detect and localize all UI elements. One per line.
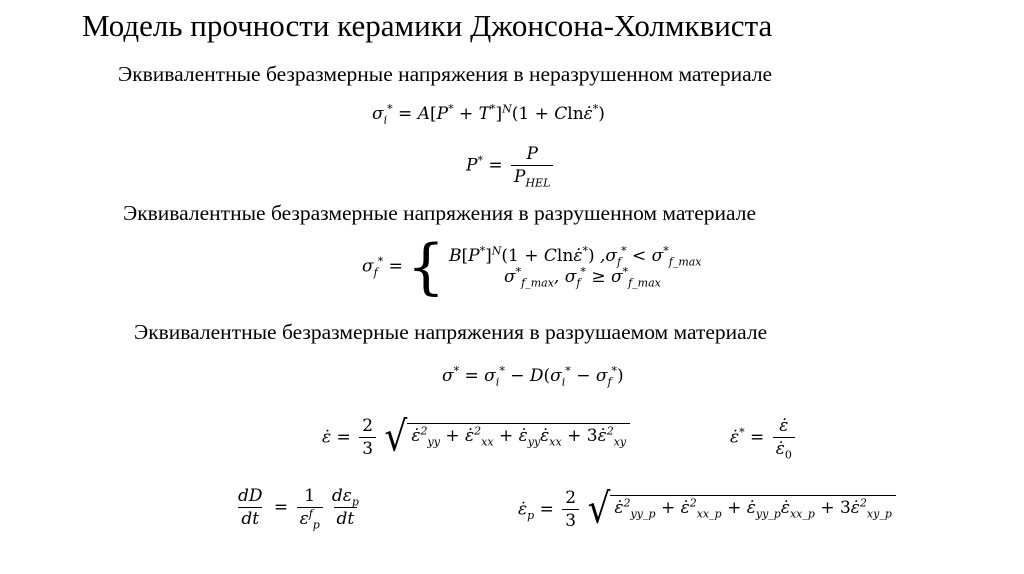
left-brace-icon: {	[406, 232, 446, 302]
formula-p-star: P* = $\frac{P}{P_{HEL}}$	[466, 146, 556, 186]
slide-title: Модель прочности керамики Джонсона-Холмквиста	[82, 8, 773, 43]
formula-sigma-f-star: $\sigma_f^*$ ={ $B[P^*]^N(1$ + Clnε̇*) $,\sigma_f^* < \sigma^*_{f\_max}$ $\sigma^*_{f\_max}$, $\sigma_f^* \ge \sigma^*_{f\_max}$	[362, 232, 702, 302]
heading-intact-material: Эквивалентные безразмерные напряжения в неразрушенном материале	[118, 62, 773, 86]
formula-eps-dot: ε̇ = $\frac{2}{3}$ √ ε̇$^2_{yy}$ + ε̇$^2_{xx}$ + $\varepsiloṅ_{yy}\varepsiloṅ_{xx}$ + 3ε̇$^2_{xy}$	[322, 418, 630, 458]
formula-eps-dot-star: ε̇* = $\frac{\varepsiloṅ}{\varepsiloṅ_0}$	[730, 418, 798, 458]
heading-fractured-material: Эквивалентные безразмерные напряжения в разрушенном материале	[123, 201, 757, 225]
formula-sigma-i-star: $\sigma_i^* = A[P^* + T^*]^N(1$ + Clnε̇*)	[372, 102, 605, 127]
heading-fracturing-material: Эквивалентные безразмерные напряжения в разрушаемом материале	[134, 320, 768, 344]
formula-damage-rate: $\frac{dD}{dt}$ = $\frac{1}{\varepsilon^f_p}$ $\frac{d\varepsilon_p}{dt}$	[238, 486, 359, 532]
formula-eps-dot-p: $\varepsiloṅ_p$ = $\frac{2}{3}$ √ ε̇$^2_{yy\_p}$ + ε̇$^2_{xx\_p}$ + $\varepsiloṅ_{yy\_p}\varepsiloṅ_{xx\_p}$ + 3ε̇$^2_{xy\_p}$	[518, 490, 896, 530]
formula-sigma-star: $\sigma^* = \sigma_i^* - D(\sigma_i^* - \sigma_f^*)$	[442, 364, 624, 389]
